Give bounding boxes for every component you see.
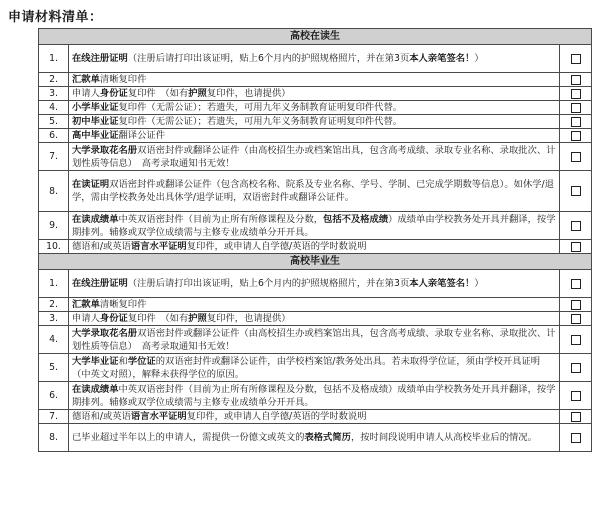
checkbox-cell [560,115,592,129]
checkbox[interactable] [571,75,581,85]
emphasis-text: 在线注册证明 [72,53,128,64]
checkbox-cell [560,45,592,73]
checkbox-cell [560,424,592,452]
row-description [69,87,560,101]
emphasis-text: 身份证 [99,313,128,324]
description-text: （注册后请打印出该证明，贴上6个月内的护照规格照片，并在第3页 [127,278,410,289]
emphasis-text: 小学毕业证 [72,102,119,113]
emphasis-text: 语言水平证明 [130,411,187,422]
checkbox-cell [560,312,592,326]
row-number: 4. [39,326,69,354]
section-title: 高校在读生 [39,29,592,45]
table-row [39,171,592,212]
row-description [69,326,560,354]
description-text: ）成绩单由学校教务处开具并翻译，按学期排列。辅修或双学位成绩需与主修专业成绩单分开开具。 [72,213,556,238]
checkbox-cell [560,410,592,424]
row-description [69,115,560,129]
checkbox-cell [560,171,592,212]
description-text: 和 [118,355,128,367]
emphasis-text: 本人亲笔签名！ [409,278,475,289]
emphasis-text: 在读成绩单 [72,213,119,225]
emphasis-text: 在读成绩单 [72,383,119,395]
checkbox-cell [560,87,592,101]
description-text: 复印件，也请提供） [206,313,291,324]
checkbox[interactable] [571,221,581,231]
description-text: 申请人 [72,313,100,324]
checkbox[interactable] [571,314,581,324]
row-description [69,240,560,254]
checkbox[interactable] [571,412,581,422]
section-header [39,29,592,45]
emphasis-text: 大学毕业证 [72,355,119,367]
checkbox[interactable] [571,391,581,401]
table-row [39,326,592,354]
row-description [69,212,560,240]
row-number: 7. [39,143,69,171]
description-text: 复印件（无需公证）；若遗失，可用九年义务制教育证明复印件代替。 [118,116,403,127]
emphasis-text: 高中毕业证 [72,130,119,141]
checkbox[interactable] [571,300,581,310]
row-number: 7. [39,410,69,424]
description-text: ，按时间段说明申请人从高校毕业后的情况。 [350,432,537,443]
checkbox[interactable] [571,363,581,373]
description-text: （注册后请打印出该证明，贴上6个月内的护照规格照片，并在第3页 [127,53,410,64]
checkbox[interactable] [571,54,581,64]
emphasis-text: 护照 [188,313,207,324]
table-row [39,354,592,382]
checkbox-cell [560,354,592,382]
row-description [69,354,560,382]
emphasis-text: 表格式简历 [304,432,351,443]
checkbox[interactable] [571,279,581,289]
row-number: 9. [39,212,69,240]
description-text: ） [474,278,484,289]
section-header [39,254,592,270]
row-number: 1. [39,270,69,298]
checkbox-cell [560,212,592,240]
row-description [69,424,560,452]
row-description [69,171,560,212]
description-text: 双语密封件或翻译公证件（由高校招生办或档案馆出具，包含高考成绩、录取专业名称、录取批次、计划性质等信息） 高考录取通知书无效！ [72,144,556,169]
page-title: 申请材料清单： [8,10,103,25]
table-row [39,270,592,298]
checkbox[interactable] [571,433,581,443]
row-description [69,143,560,171]
checkbox[interactable] [571,242,581,252]
row-description [69,129,560,143]
description-text: 复印件，或申请人自学德/英语的学时数说明 [186,241,367,252]
checkbox[interactable] [571,335,581,345]
emphasis-text: 大学录取花名册 [72,327,138,339]
description-text: 复印件 （如有 [127,313,189,324]
checkbox-cell [560,129,592,143]
description-text: 双语密封件或翻译公证件（包含高校名称、院系及专业名称、学号、学制、已完成学期数等信息）。如休学/退学，需由学校教务处出具休学/退学证明，双语密封件或翻译公证件。 [72,179,554,203]
row-number: 10. [39,240,69,254]
table-row [39,298,592,312]
description-text: 双语密封件或翻译公证件（由高校招生办或档案馆出具，包含高考成绩、录取专业名称、录取批次、计划性质等信息） 高考录取通知书无效！ [72,327,556,352]
description-text: ） [474,53,484,64]
emphasis-text: 包括不及格成绩 [323,213,389,225]
table-row [39,129,592,143]
row-number: 3. [39,87,69,101]
checkbox[interactable] [571,152,581,162]
description-text: 申请人 [72,88,100,99]
description-text: 清晰复印件 [99,299,147,310]
description-text: 德语和/或英语 [72,241,131,252]
table-row [39,143,592,171]
description-text: 中英双语密封件（目前为止所有所修课程及分数，包括不及格成绩）成绩单由学校教务处开具并翻译，按学期排列。辅修或双学位成绩需与主修专业成绩单分开开具。 [72,383,556,408]
checkbox[interactable] [571,117,581,127]
emphasis-text: 护照 [188,88,207,99]
description-text: 中英双语密封件（目前为止所有所修课程及分数， [118,213,324,225]
table-row [39,240,592,254]
emphasis-text: 汇款单 [72,74,100,85]
description-text: 德语和/或英语 [72,411,131,422]
row-description [69,101,560,115]
emphasis-text: 汇款单 [72,299,100,310]
checkbox[interactable] [571,103,581,113]
row-number: 8. [39,171,69,212]
row-description [69,73,560,87]
row-description [69,270,560,298]
description-text: 复印件，也请提供） [206,88,291,99]
row-number: 2. [39,298,69,312]
emphasis-text: 身份证 [99,88,128,99]
row-description [69,312,560,326]
description-text: 复印件 （如有 [127,88,189,99]
row-number: 6. [39,382,69,410]
emphasis-text: 在线注册证明 [72,278,128,289]
description-text: 复印件（无需公证）；若遗失，可用九年义务制教育证明复印件代替。 [118,102,403,113]
materials-table-body [39,29,592,452]
checkbox-cell [560,73,592,87]
section-title: 高校毕业生 [39,254,592,270]
checkbox-cell [560,101,592,115]
row-number: 5. [39,354,69,382]
table-row [39,424,592,452]
description-text: 清晰复印件 [99,74,147,85]
table-row [39,101,592,115]
table-row [39,410,592,424]
table-row [39,45,592,73]
emphasis-text: 大学录取花名册 [72,144,138,156]
row-description [69,45,560,73]
row-description [69,382,560,410]
table-row [39,312,592,326]
checkbox-cell [560,270,592,298]
emphasis-text: 语言水平证明 [130,241,187,252]
description-text: 复印件，或申请人自学德/英语的学时数说明 [186,411,367,422]
checkbox-cell [560,326,592,354]
row-number: 3. [39,312,69,326]
description-text: 的双语密封件或翻译公证件，由学校档案馆/教务处出具。若未取得学位证，须由学校开具证明（中英文对照），解释未获得学位的原因。 [72,355,541,380]
emphasis-text: 在读证明 [72,179,110,190]
row-number: 6. [39,129,69,143]
emphasis-text: 本人亲笔签名！ [409,53,475,64]
row-description [69,410,560,424]
table-row [39,212,592,240]
row-description [69,298,560,312]
description-text: 已毕业超过半年以上的申请人，需提供一份德文或英文的 [72,432,305,443]
table-row [39,87,592,101]
table-row [39,73,592,87]
description-text: 翻译公证件 [118,130,165,141]
row-number: 1. [39,45,69,73]
checkbox[interactable] [571,131,581,141]
row-number: 8. [39,424,69,452]
table-row [39,382,592,410]
table-row [39,115,592,129]
emphasis-text: 学位证 [127,355,156,367]
checkbox-cell [560,240,592,254]
row-number: 4. [39,101,69,115]
checkbox[interactable] [571,89,581,99]
materials-table [38,28,592,452]
checkbox-cell [560,143,592,171]
emphasis-text: 初中毕业证 [72,116,119,127]
row-number: 2. [39,73,69,87]
row-number: 5. [39,115,69,129]
checkbox-cell [560,298,592,312]
checkbox-cell [560,382,592,410]
checkbox[interactable] [571,186,581,196]
